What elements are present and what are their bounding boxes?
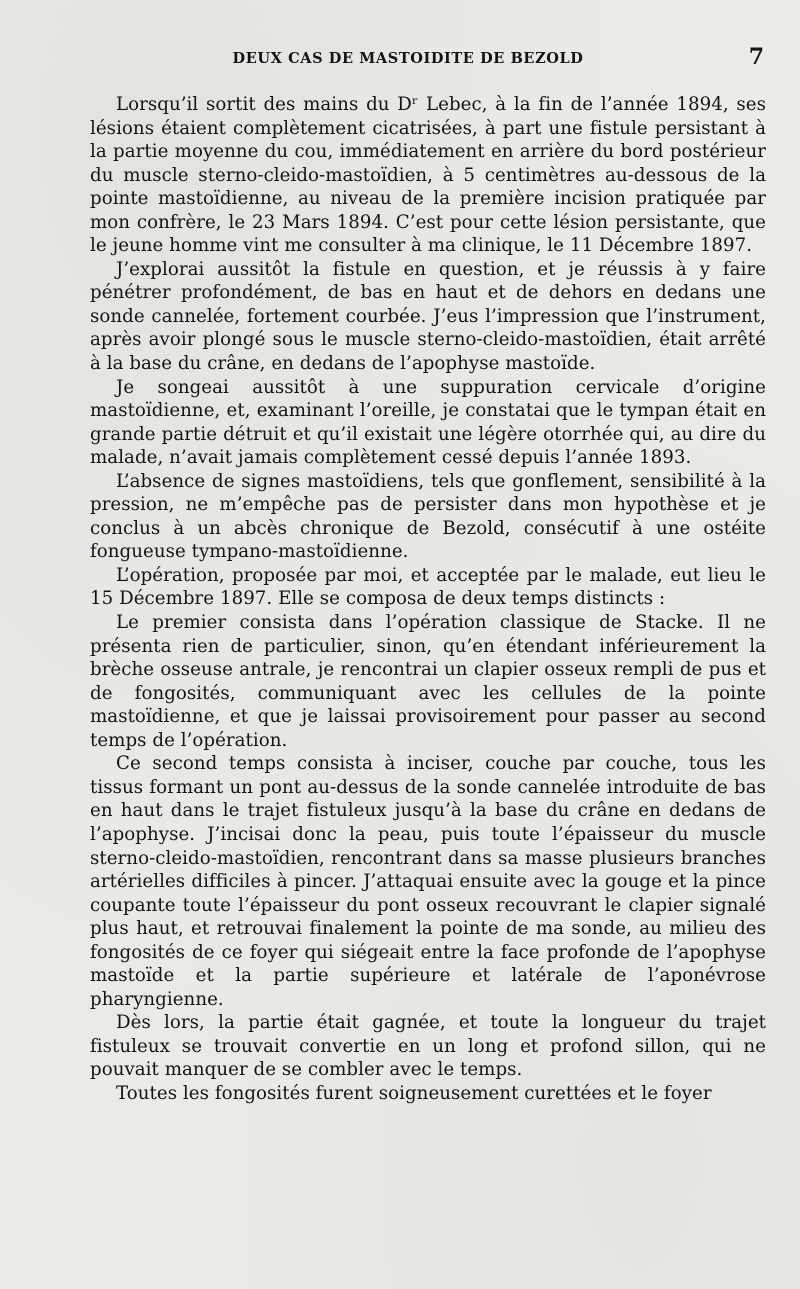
paragraph: L’absence de signes mastoïdiens, tels que gonflement, sensibilité à la pression, ne m’empêche pas de persister dans mon hypothèse et je conclus à un abcès chronique de Bezold, consécutif à une ostéite fongueuse tympano-mastoïdienne.	[90, 470, 766, 563]
running-header	[90, 44, 766, 81]
paragraph: Dès lors, la partie était gagnée, et toute la longueur du trajet fistuleux se trouvait convertie en un long et profond sillon, qui ne pouvait manquer de se combler avec le temps.	[90, 1012, 766, 1081]
paragraph: J’explorai aussitôt la fistule en question, et je réussis à y faire pénétrer profondément, de bas en haut et de dehors en dedans une sonde cannelée, fortement courbée. J’eus l’impression que l’instrument, après avoir plongé sous le muscle sterno-cleido-mastoïdien, était arrêté à la base du crâne, en dedans de l’apophyse mastoïde.	[90, 258, 766, 375]
running-title: DEUX CAS DE MASTOIDITE DE BEZOLD	[232, 50, 584, 67]
paragraph: Je songeai aussitôt à une suppuration cervicale d’origine mastoïdienne, et, examinant l’oreille, je constatai que le tympan était en grande partie détruit et qu’il existait une légère otorrhée qui, au dire du malade, n’avait jamais complètement cessé depuis l’année 1893.	[90, 376, 766, 469]
page-number: 7	[748, 44, 764, 70]
paragraph: L’opération, proposée par moi, et acceptée par le malade, eut lieu le 15 Décembre 1897. Elle se composa de deux temps distincts :	[90, 564, 766, 610]
paragraph: Lorsqu’il sortit des mains du Dʳ Lebec, à la fin de l’année 1894, ses lésions étaient complètement cicatrisées, à part une fistule persistant à la partie moyenne du cou, immédiatement en arrière du bord postérieur du muscle sterno-cleido-mastoïdien, à 5 centimètres au-dessous de la pointe mastoïdienne, au niveau de la première incision pratiquée par mon confrère, le 23 Mars 1894. C’est pour cette lésion persistante, que le jeune homme vint me consulter à ma clinique, le 11 Décembre 1897.	[90, 94, 766, 257]
paragraph: Ce second temps consista à inciser, couche par couche, tous les tissus formant un pont au-dessus de la sonde cannelée introduite de bas en haut dans le trajet fistuleux jusqu’à la base du crâne en dedans de l’apophyse. J’incisai donc la peau, puis toute l’épaisseur du muscle sterno-cleido-mastoïdien, rencontrant dans sa masse plusieurs branches artérielles difficiles à pincer. J’attaquai ensuite avec la gouge et la pince coupante toute l’épaisseur du pont osseux recouvrant le clapier signalé plus haut, et retrouvai finalement la pointe de ma sonde, au milieu des fongosités de ce foyer qui siégeait entre la face profonde de l’apophyse mastoïde et la partie supérieure et latérale de l’aponévrose pharyngienne.	[90, 753, 766, 1010]
paragraph: Le premier consista dans l’opération classique de Stacke. Il ne présenta rien de particulier, sinon, qu’en étendant inférieurement la brèche osseuse antrale, je rencontrai un clapier osseux rempli de pus et de fongosités, communiquant avec les cellules de la pointe mastoïdienne, et que je laissai provisoirement pour passer au second temps de l’opération.	[90, 612, 766, 751]
paragraph: Toutes les fongosités furent soigneusement curettées et le foyer	[116, 1082, 712, 1104]
body-text	[90, 93, 766, 1106]
